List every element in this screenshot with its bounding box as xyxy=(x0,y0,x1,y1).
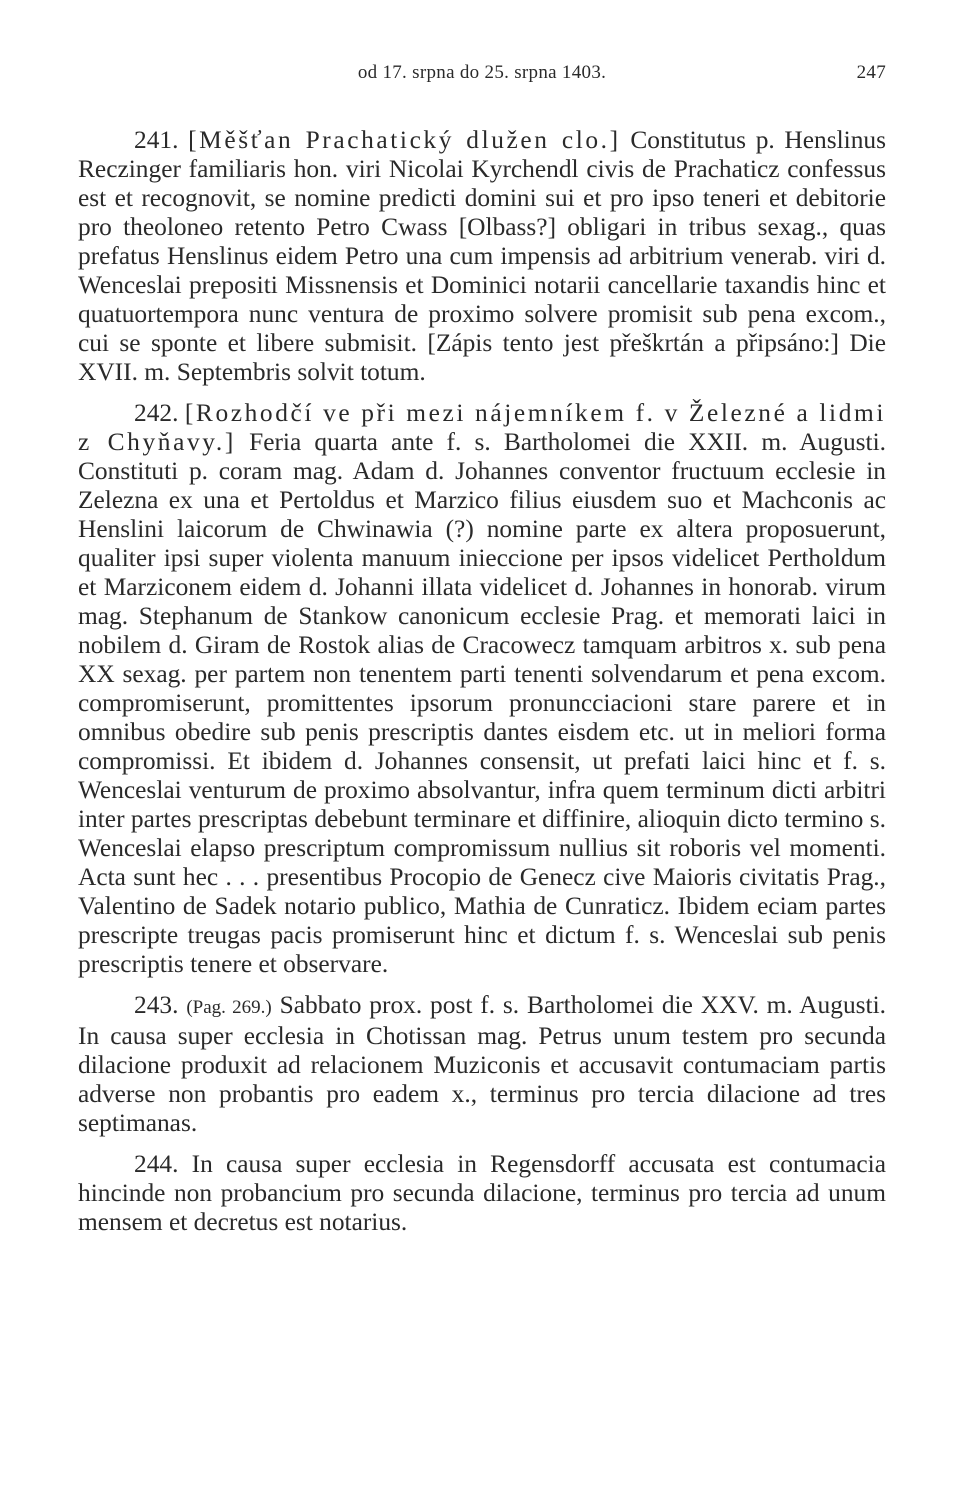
entry-number: 241. xyxy=(134,126,179,154)
entry-244 xyxy=(78,1150,886,1237)
entry-241 xyxy=(78,126,886,387)
page-reference: (Pag. 269.) xyxy=(186,997,272,1018)
page-number: 247 xyxy=(856,62,886,83)
entry-heading: [Rozhodčí ve při mezi nájemníkem f. v Železné a lidmi z Chyňavy.] xyxy=(78,399,886,456)
running-head xyxy=(78,62,886,102)
entry-text: In causa super ecclesia in Regensdorff accusata est contumacia hincinde non probancium pro secunda dilacione, terminus pro tercia ad unum mensem et decretus est notarius. xyxy=(78,1150,886,1236)
entry-text: Feria quarta ante f. s. Bartholomei die XXII. m. Augusti. Constituti p. coram mag. Adam d. Johannes conventor fructuum ecclesie in Zelezna ex una et Pertoldus et Marzico filius eiusdem suo et Machconis ac Henslini laicorum de Chwinawia (?) nomine parte ex altera proposuerunt, qualiter ipsi super violenta manuum inieccione per ipsos videlicet Pertholdum et Marziconem eidem d. Johanni illata videlicet d. Johannes in honorab. virum mag. Stephanum de Stankow canonicum ecclesie Prag. et memorati laici in nobilem d. Giram de Rostok alias de Cracowecz tamquam arbitros x. sub pena XX sexag. per partem non tenentem parti tenenti solvendarum et pena excom. compromiserunt, promittentes ipsorum pronuncciacioni stare parere et in omnibus obedire sub penis prescriptis dantes eisdem etc. ut in meliori forma compromissi. Et ibidem d. Johannes consensit, ut prefati laici hinc et f. s. Wenceslai venturum de proximo absolvantur, infra quem terminum dicti arbitri inter partes prescriptas debebunt terminare et diffinire, alioquin dicto termino s. Wenceslai elapso prescriptum compromissum nullius sit roboris vel momenti. Acta sunt hec . . . presentibus Procopio de Genecz cive Maioris civitatis Prag., Valentino de Sadek notario publico, Mathia de Cunraticz. Ibidem eciam partes prescripte treugas pacis promiserunt hinc et dictum f. s. Wenceslai sub penis prescriptis tenere et observare. xyxy=(78,428,886,978)
entry-number: 243. xyxy=(134,991,179,1019)
entry-number: 244. xyxy=(134,1150,179,1178)
running-head-title: od 17. srpna do 25. srpna 1403. xyxy=(357,62,607,83)
entry-number: 242. xyxy=(134,399,179,427)
entry-243 xyxy=(78,991,886,1138)
entry-heading: [Měšťan Prachatický dlužen clo.] xyxy=(188,126,621,154)
entry-text: Sabbato prox. post f. s. Bartholomei die XXV. m. Augusti. In causa super ecclesia in Chotissan mag. Petrus unum testem pro secunda dilacione produxit ad relacionem Muziconis et accusavit contumaciam partis adverse non probantis pro eadem x., terminus pro tercia dilacione ad tres septimanas. xyxy=(78,991,886,1137)
entry-242 xyxy=(78,399,886,979)
entry-text: Constitutus p. Henslinus Reczinger familiaris hon. viri Nicolai Kyrchendl civis de Prachaticz confessus est et recognovit, se nomine predicti domini sui et pro ipso teneri et debitorie pro theoloneo retento Petro Cwass [Olbass?] obligari in tribus sexag., quas prefatus Henslinus eidem Petro una cum impensis ad arbitrium venerab. viri d. Wenceslai prepositi Missnensis et Dominici notarii cancellarie taxandis hinc et quatuortempora nunc ventura de proximo solvere promisit sub pena excom., cui se sponte et libere submisit. [Zápis tento jest přeškrtán a připsáno:] Die XVII. m. Septembris solvit totum. xyxy=(78,126,886,386)
document-page xyxy=(78,62,886,1237)
